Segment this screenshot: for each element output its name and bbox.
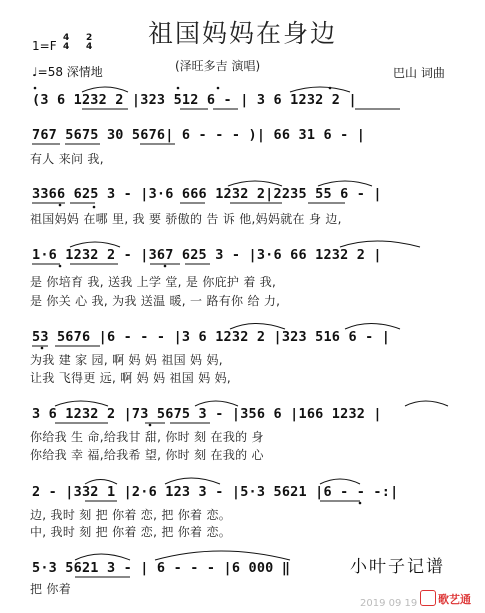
meter-top: 4	[63, 33, 70, 43]
meter-top: 2	[86, 33, 93, 43]
faint-date: 2019 09 19	[360, 598, 418, 609]
slur	[85, 480, 117, 485]
lyric-row-2-a: 有人 来问 我,	[30, 152, 104, 166]
lyric-row-6-a: 你给我 生 命,给我甘 甜, 你时 刻 在我的 身	[30, 430, 264, 444]
slur	[82, 87, 128, 92]
notation-row-6: 3 6 1232 2 |73 5675 3 - |356 6 |166 1232 |	[32, 406, 382, 422]
lyric-row-6-b: 你给我 幸 福,给我希 望, 你时 刻 在我的 心	[30, 448, 264, 462]
notation-row-4: 1·6 1232 2 - |367 625 3 - |3·6 66 1232 2 |	[32, 247, 382, 263]
slur	[230, 324, 285, 330]
tempo-marking: ♩=58 深情地	[32, 65, 103, 79]
slur	[290, 87, 350, 92]
song-title: 祖国妈妈在身边	[147, 19, 337, 48]
octave-dot	[177, 87, 180, 90]
notation-row-1: (3 6 1232 2 |323 512 6 - | 3 6 1232 2 |	[32, 92, 357, 108]
octave-dot	[217, 87, 220, 90]
slur	[320, 479, 360, 484]
meter-bottom: 4	[86, 42, 93, 52]
singer-note: (泽旺多吉 演唱)	[175, 59, 261, 73]
slur	[405, 401, 448, 406]
lyric-row-7-a: 边, 我时 刻 把 你着 恋, 把 你着 恋。	[30, 508, 232, 522]
transcriber-signature: 小叶子记谱	[350, 557, 445, 577]
lyric-row-5-a: 为我 建 家 园, 啊 妈 妈 祖国 妈 妈,	[30, 353, 223, 367]
slur	[228, 181, 282, 186]
lyric-row-3-a: 祖国妈妈 在哪 里, 我 要 骄傲的 告 诉 他,妈妈就在 身 边,	[30, 212, 342, 226]
octave-dot	[93, 206, 96, 209]
lyric-row-7-b: 中, 我时 刻 把 你着 恋, 把 你着 恋。	[30, 525, 232, 539]
composer-credit: 巴山 词曲	[393, 66, 445, 80]
watermark-text: 歌艺通	[438, 593, 471, 606]
octave-dot	[149, 424, 152, 427]
slur	[340, 241, 420, 247]
notation-row-2: 767 5675 30 5676| 6 - - - )| 66 31 6 - |	[32, 127, 366, 143]
lyric-row-8-a: 把 你着	[30, 582, 72, 596]
octave-dot	[164, 265, 167, 268]
slur	[318, 181, 372, 186]
octave-dot	[41, 347, 44, 350]
meter-bottom: 4	[63, 42, 70, 52]
slur	[165, 478, 220, 484]
octave-dot	[359, 502, 362, 505]
octave-dot	[329, 87, 332, 90]
slur	[70, 242, 120, 247]
notation-row-3: 3366 625 3 - |3·6 666 1232 2|2235 55 6 - |	[32, 186, 382, 202]
octave-dot	[59, 265, 62, 268]
slur	[75, 554, 130, 560]
slur	[195, 401, 238, 406]
slur	[55, 401, 108, 406]
slur	[155, 551, 290, 560]
octave-dot	[34, 87, 37, 90]
lyric-row-5-b: 让我 飞得更 远, 啊 妈 妈 祖国 妈 妈,	[30, 371, 232, 385]
slur	[345, 324, 400, 330]
lyric-row-4-a: 是 你培育 我, 送我 上学 堂, 是 你庇护 着 我,	[30, 275, 277, 289]
lyric-row-4-b: 是 你关 心 我, 为我 送温 暖, 一 路有你 给 力,	[30, 294, 281, 308]
notation-row-7: 2 - |332 1 |2·6 123 3 - |5·3 5621 |6 - - -:|	[32, 484, 399, 500]
notation-row-5: 53 5676 |6 - - - |3 6 1232 2 |323 516 6 - |	[32, 329, 391, 345]
notation-row-8: 5·3 5621 3 - | 6 - - - |6 000 ‖	[32, 560, 291, 576]
key-signature: 1=F	[32, 39, 57, 53]
octave-dot	[59, 204, 62, 207]
